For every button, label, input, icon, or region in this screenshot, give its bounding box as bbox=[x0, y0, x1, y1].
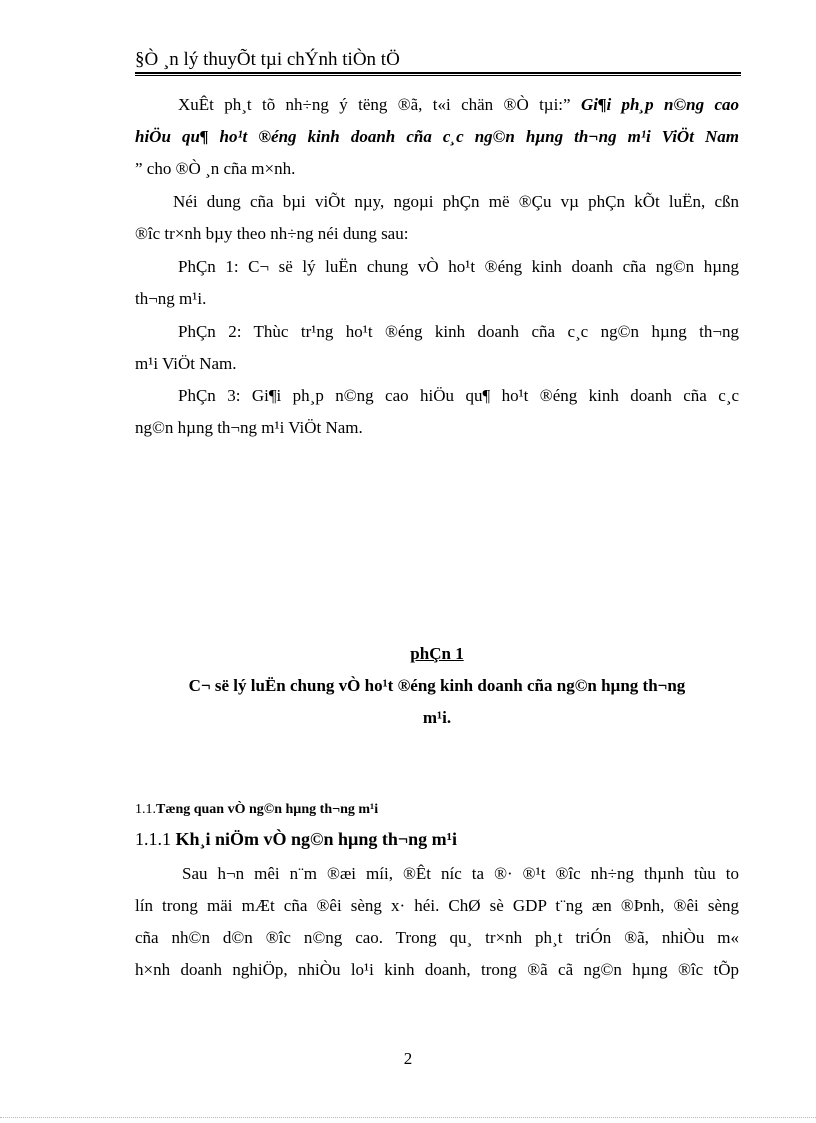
body-line-4: h×nh doanh nghiÖp, nhiÒu lo¹i kinh doanh, trong ®ã cã ng©n hµng ®îc tÕp bbox=[135, 960, 739, 979]
part-2-line-1: PhÇn 2: Thùc tr¹ng ho¹t ®éng kinh doanh cña c¸c ng©n hµng th¬ng bbox=[178, 322, 739, 341]
content-intro-line-1: Néi dung cña bµi viÕt nµy, ngoµi phÇn më ®Çu vµ phÇn kÕt luËn, cßn bbox=[173, 192, 739, 211]
intro-text-end: ” cho ®Ò ¸n cña m×nh. bbox=[135, 159, 296, 178]
chapter-title-line-1: C¬ së lý luËn chung vÒ ho¹t ®éng kinh doanh cña ng©n hµng th¬ng bbox=[188, 676, 686, 695]
running-header: §Ò ¸n lý thuyÕt tµi chÝnh tiÒn tÖ bbox=[135, 49, 400, 70]
section-1-1-1-heading bbox=[135, 829, 457, 850]
part-1-item bbox=[135, 251, 739, 315]
subsection-title: Kh¸i niÖm vÒ ng©n hµng th¬ng m¹i bbox=[175, 829, 458, 849]
page-bottom-edge bbox=[0, 1117, 816, 1118]
section-1-1-heading bbox=[135, 802, 378, 818]
chapter-title-line-2: m¹i. bbox=[422, 708, 452, 727]
part-3-item bbox=[135, 380, 739, 444]
content-intro-paragraph bbox=[135, 186, 739, 250]
body-line-1: Sau h¬n mêi n¨m ®æi míi, ®Êt níc ta ®· ®¹t ®îc nh÷ng thµnh tùu to bbox=[182, 864, 739, 883]
part-1-line-1: PhÇn 1: C¬ së lý luËn chung vÒ ho¹t ®éng kinh doanh cña ng©n hµng bbox=[178, 257, 739, 276]
part-1-line-2: th¬ng m¹i. bbox=[135, 289, 207, 308]
thesis-title-part2: hiÖu qu¶ ho¹t ®éng kinh doanh cña c¸c ng©n hµng th¬ng m¹i ViÖt Nam bbox=[135, 127, 739, 146]
body-paragraph bbox=[135, 858, 739, 986]
page-number: 2 bbox=[403, 1049, 413, 1068]
header-rule-thin bbox=[135, 75, 741, 76]
intro-paragraph bbox=[135, 89, 739, 185]
section-title: Tæng quan vÒ ng©n hµng th¬ng m¹i bbox=[156, 802, 379, 817]
thesis-title-part1: Gi¶i ph¸p n©ng cao bbox=[580, 95, 740, 114]
part-2-item bbox=[135, 316, 739, 380]
body-line-2: lín trong mäi mÆt cña ®êi sèng x· héi. ChØ sè GDP t¨ng æn ®Þnh, ®êi sèng bbox=[135, 896, 739, 915]
section-number: 1.1. bbox=[135, 802, 156, 817]
intro-text: XuÊt ph¸t tõ nh÷ng ý tëng ®ã, t«i chän ®Ò tµi:” bbox=[178, 95, 571, 114]
header-rule bbox=[135, 72, 741, 74]
part-2-line-2: m¹i ViÖt Nam. bbox=[135, 354, 237, 373]
subsection-number: 1.1.1 bbox=[135, 829, 171, 849]
chapter-heading bbox=[135, 638, 739, 734]
chapter-label: phÇn 1 bbox=[410, 644, 464, 663]
content-intro-line-2: ®îc tr×nh bµy theo nh÷ng néi dung sau: bbox=[135, 224, 409, 243]
body-line-3: cña nh©n d©n ®îc n©ng cao. Trong qu¸ tr×nh ph¸t triÓn ®ã, nhiÒu m« bbox=[135, 928, 739, 947]
part-3-line-1: PhÇn 3: Gi¶i ph¸p n©ng cao hiÖu qu¶ ho¹t ®éng kinh doanh cña c¸c bbox=[178, 386, 739, 405]
part-3-line-2: ng©n hµng th¬ng m¹i ViÖt Nam. bbox=[135, 418, 363, 437]
